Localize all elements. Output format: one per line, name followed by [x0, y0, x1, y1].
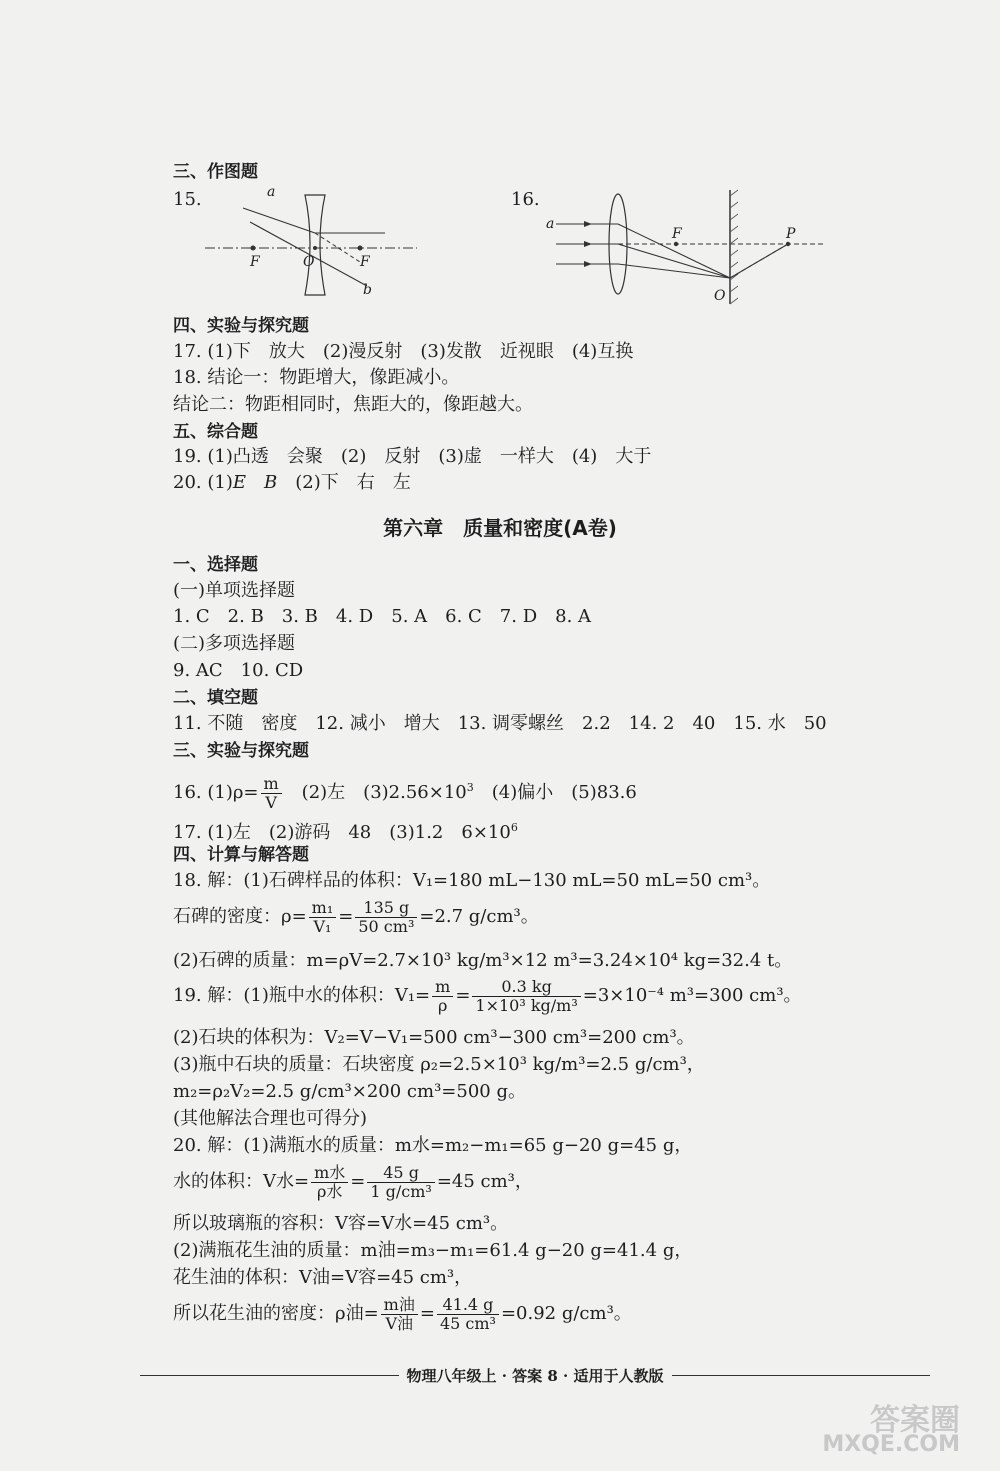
answer-line: 11. 不随 密度 12. 减小 增大 13. 调零螺丝 2.2 14. 2 40 15. 水 50 — [173, 713, 827, 734]
answer-line: 1. C 2. B 3. B 4. D 5. A 6. C 7. D 8. A — [173, 606, 592, 627]
label-P: P — [786, 226, 796, 242]
answer-line: (其他解法合理也可得分) — [173, 1108, 368, 1129]
label-a: a — [267, 184, 276, 200]
subsection-heading: (二)多项选择题 — [173, 633, 296, 654]
subsection-heading: (一)单项选择题 — [173, 580, 296, 601]
answer-line: 17. (1)下 放大 (2)漫反射 (3)发散 近视眼 (4)互换 — [173, 341, 634, 362]
label-b: b — [363, 282, 372, 298]
answer-line: 20. (1)E B (2)下 右 左 — [173, 472, 411, 493]
chapter-title: 第六章 质量和密度(A卷) — [383, 516, 617, 540]
label-a: a — [546, 216, 555, 232]
label-O: O — [303, 254, 315, 270]
answer-line: 石碑的密度：ρ= $\frac{\text{m₁}}{\text{V₁}}$ = $\frac{135 g}{\text{50 cm³}}$ =2.7 g/cm³。 — [173, 897, 539, 936]
answer-line: (2)石块的体积为：V₂=V−V₁=500 cm³−300 cm³=200 cm³。 — [173, 1027, 695, 1048]
lens-diagram-16 — [538, 182, 830, 312]
answer-line: 18. 解：(1)石碑样品的体积：V₁=180 mL−130 mL=50 mL=50 cm³。 — [173, 870, 771, 891]
answer-line: 所以花生油的密度：ρ油= $\frac{\text{m油}}{\text{V油}}$ = $\frac{41.4 g}{\text{45 cm³}}$ =0.92 g/cm³。 — [173, 1294, 632, 1333]
fig16-number: 16. — [511, 189, 540, 210]
section-heading: 三、作图题 — [173, 162, 258, 182]
label-O: O — [714, 288, 726, 304]
answer-line: (2)石碑的质量：m=ρV=2.7×10³ kg/m³×12 m³=3.24×10⁴ kg=32.4 t。 — [173, 950, 793, 971]
label-F-right: F — [360, 254, 370, 270]
answer-line: (2)满瓶花生油的质量：m油=m₃−m₁=61.4 g−20 g=41.4 g， — [173, 1240, 693, 1261]
answer-line: 20. 解：(1)满瓶水的质量：m水=m₂−m₁=65 g−20 g=45 g， — [173, 1135, 693, 1156]
section-heading: 五、综合题 — [173, 422, 258, 442]
footer-text: 物理八年级上 · 答案 8 · 适用于人教版 — [399, 1367, 672, 1385]
answer-line: 18. 结论一：物距增大，像距减小。 — [173, 367, 460, 388]
label-F: F — [672, 226, 682, 242]
answer-line: 花生油的体积：V油=V容=45 cm³， — [173, 1267, 473, 1288]
answer-line: 水的体积：V水= $\frac{\text{m水}}{\text{ρ水}}$ = $\frac{45 g}{\text{1 g/cm³}}$ =45 cm³， — [173, 1162, 533, 1201]
section-heading: 二、填空题 — [173, 688, 258, 708]
section-heading: 一、选择题 — [173, 555, 258, 575]
section-heading: 四、计算与解答题 — [173, 845, 309, 865]
answer-line: 结论二：物距相同时，焦距大的，像距越大。 — [173, 394, 533, 415]
watermark-url: MXQE.COM — [822, 1432, 960, 1457]
answer-line: 9. AC 10. CD — [173, 660, 304, 681]
answer-line: (3)瓶中石块的质量：石块密度 ρ₂=2.5×10³ kg/m³=2.5 g/cm³， — [173, 1054, 705, 1075]
page-footer — [140, 1365, 930, 1385]
answer-line: 19. 解：(1)瓶中水的体积：V₁= $\frac{m}{\rho}$ = $\frac{0.3 kg}{\text{1×10³ kg/m³}}$ =3×10⁻⁴ m³=300 cm³。 — [173, 976, 802, 1015]
lens-diagram-15 — [195, 182, 430, 300]
label-F-left: F — [250, 254, 260, 270]
answer-line: m₂=ρ₂V₂=2.5 g/cm³×200 cm³=500 g。 — [173, 1081, 526, 1102]
answer-line: 16. (1)ρ= $\frac{m}{V}$ (2)左 $(3)2.56\times 10^3$ (4)偏小 (5)83.6 — [173, 773, 637, 812]
answer-line: 19. (1)凸透 会聚 (2) 反射 (3)虚 一样大 (4) 大于 — [173, 446, 652, 467]
answer-line: 17. (1)左 (2)游码 48 (3)1.2 $6\times 10^6$ — [173, 821, 518, 843]
answer-line: 所以玻璃瓶的容积：V容=V水=45 cm³。 — [173, 1213, 509, 1234]
section-heading: 三、实验与探究题 — [173, 741, 309, 761]
fig15-number: 15. — [173, 189, 202, 210]
watermark-logo: 答案圈 — [870, 1403, 960, 1438]
section-heading: 四、实验与探究题 — [173, 316, 309, 336]
